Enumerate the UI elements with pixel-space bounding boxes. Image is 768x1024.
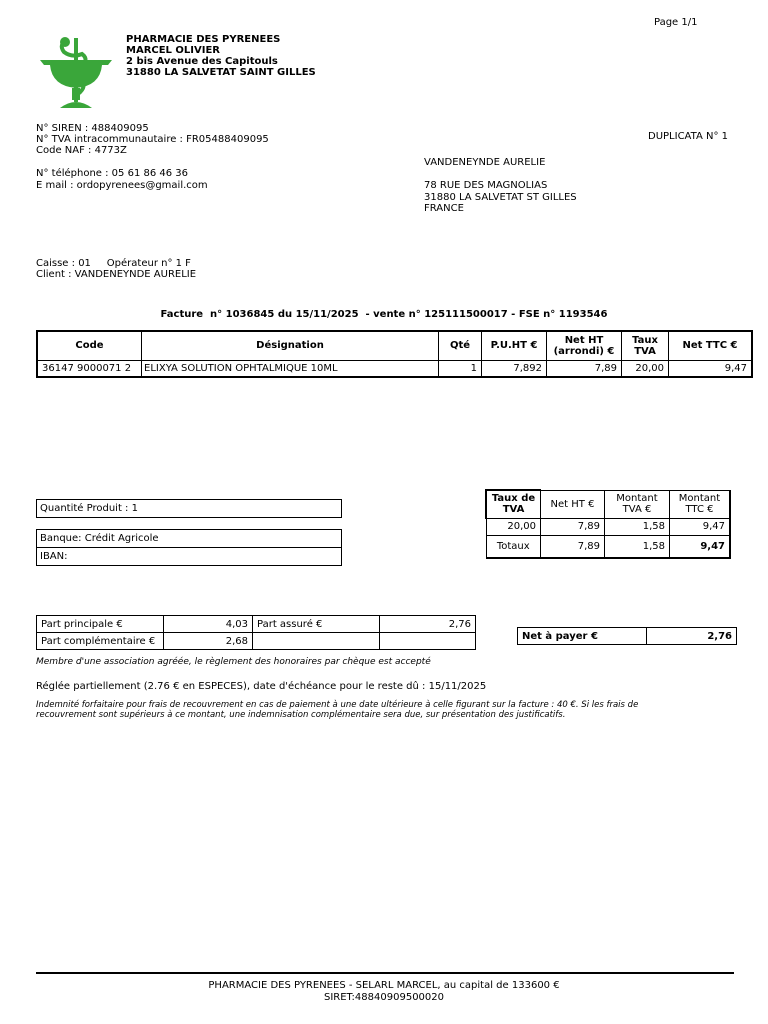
table-row xyxy=(37,633,476,650)
table-row xyxy=(37,616,476,633)
vat-table xyxy=(485,489,731,559)
totals-label: Totaux xyxy=(486,535,541,558)
totals-net-ht: 7,89 xyxy=(541,535,605,558)
bank-box xyxy=(36,529,342,548)
phone: N° téléphone : 05 61 86 46 36 xyxy=(36,168,189,179)
net-to-pay-value: 2,76 xyxy=(647,628,737,645)
part-principal-value: 4,03 xyxy=(164,616,253,633)
vat-header-vat-amount: Montant TVA € xyxy=(605,490,670,518)
vat-header-net-ht: Net HT € xyxy=(541,490,605,518)
vat-cell-rate: 20,00 xyxy=(486,518,541,535)
empty-cell xyxy=(380,633,476,650)
empty-cell xyxy=(253,633,380,650)
member-note: Membre d'une association agréée, le règlement des honoraires par chèque est accepté xyxy=(36,657,431,667)
table-row xyxy=(518,628,737,645)
pharmacy-name: PHARMACIE DES PYRENEES xyxy=(126,34,281,45)
part-insured-label: Part assuré € xyxy=(253,616,380,633)
pharmacy-owner: MARCEL OLIVIER xyxy=(126,45,220,56)
vat-cell-ttc-amount: 9,47 xyxy=(670,518,731,535)
quantity-box xyxy=(36,499,342,518)
recipient-name: VANDENEYNDE AURELIE xyxy=(424,157,546,168)
vat-cell-net-ht: 7,89 xyxy=(541,518,605,535)
net-to-pay-table xyxy=(517,627,737,645)
tva-number: N° TVA intracommunautaire : FR05488409095 xyxy=(36,134,269,145)
email: E mail : ordopyrenees@gmail.com xyxy=(36,180,208,191)
footer-company: PHARMACIE DES PYRENEES - SELARL MARCEL, au capital de 133600 € xyxy=(208,980,560,991)
header-vat-rate: Taux TVA xyxy=(622,331,669,360)
cell-net-ttc: 9,47 xyxy=(669,360,753,377)
cell-vat-rate: 20,00 xyxy=(622,360,669,377)
header-net-ttc: Net TTC € xyxy=(669,331,753,360)
header-designation: Désignation xyxy=(142,331,439,360)
indemnity-note-line1: Indemnité forfaitaire pour frais de recouvrement en cas de paiement à une date ultérieure à celle figurant sur la facture : 40 €. Si les frais de xyxy=(36,700,639,710)
items-table xyxy=(36,330,753,378)
header-net-ht: Net HT (arrondi) € xyxy=(547,331,622,360)
iban-box xyxy=(36,547,342,566)
vat-totals-row xyxy=(486,535,730,558)
quantity-label: Quantité Produit : 1 xyxy=(40,503,138,514)
part-insured-value: 2,76 xyxy=(380,616,476,633)
cell-designation: ELIXYA SOLUTION OPHTALMIQUE 10ML xyxy=(142,360,439,377)
naf-code: Code NAF : 4773Z xyxy=(36,145,127,156)
siren: N° SIREN : 488409095 xyxy=(36,123,149,134)
net-to-pay-label: Net à payer € xyxy=(518,628,647,645)
part-principal-label: Part principale € xyxy=(37,616,164,633)
register-operator: Caisse : 01 Opérateur n° 1 F xyxy=(36,258,191,269)
recipient-city: 31880 LA SALVETAT ST GILLES xyxy=(424,192,577,203)
totals-ttc-amount: 9,47 xyxy=(670,535,731,558)
indemnity-note-line2: recouvrement sont supérieurs à ce montant, une indemnisation complémentaire sera due, sur présentation des justificatifs. xyxy=(36,710,566,720)
parts-table xyxy=(36,615,476,650)
invoice-title: Facture n° 1036845 du 15/11/2025 - vente n° 125111500017 - FSE n° 1193546 xyxy=(160,309,608,320)
vat-table-header xyxy=(486,490,730,518)
table-row xyxy=(37,360,752,377)
vat-header-rate: Taux de TVA xyxy=(486,490,541,518)
pharmacy-address-line1: 2 bis Avenue des Capitouls xyxy=(126,56,278,67)
duplicate-label: DUPLICATA N° 1 xyxy=(648,131,728,142)
footer-divider xyxy=(36,972,734,974)
items-table-header xyxy=(37,331,752,360)
part-complementary-label: Part complémentaire € xyxy=(37,633,164,650)
iban-label: IBAN: xyxy=(40,551,68,562)
pharmacy-address-line2: 31880 LA SALVETAT SAINT GILLES xyxy=(126,67,316,78)
vat-header-ttc-amount: Montant TTC € xyxy=(670,490,731,518)
recipient-street: 78 RUE DES MAGNOLIAS xyxy=(424,180,548,191)
page-number: Page 1/1 xyxy=(654,17,698,28)
footer-siret: SIRET:48840909500020 xyxy=(323,992,444,1003)
table-row xyxy=(486,518,730,535)
bank-label: Banque: Crédit Agricole xyxy=(40,533,159,544)
cell-net-ht: 7,89 xyxy=(547,360,622,377)
pharmacy-caduceus-icon xyxy=(38,34,114,112)
part-complementary-value: 2,68 xyxy=(164,633,253,650)
header-code: Code xyxy=(37,331,142,360)
cell-unit-price: 7,892 xyxy=(482,360,547,377)
client-name: Client : VANDENEYNDE AURELIE xyxy=(36,269,197,280)
cell-quantity: 1 xyxy=(439,360,482,377)
cell-code: 36147 9000071 2 xyxy=(37,360,142,377)
vat-cell-vat-amount: 1,58 xyxy=(605,518,670,535)
header-quantity: Qté xyxy=(439,331,482,360)
header-unit-price: P.U.HT € xyxy=(482,331,547,360)
recipient-country: FRANCE xyxy=(424,203,464,214)
payment-note: Réglée partiellement (2.76 € en ESPECES), date d'échéance pour le reste dû : 15/11/2025 xyxy=(36,681,487,692)
totals-vat-amount: 1,58 xyxy=(605,535,670,558)
